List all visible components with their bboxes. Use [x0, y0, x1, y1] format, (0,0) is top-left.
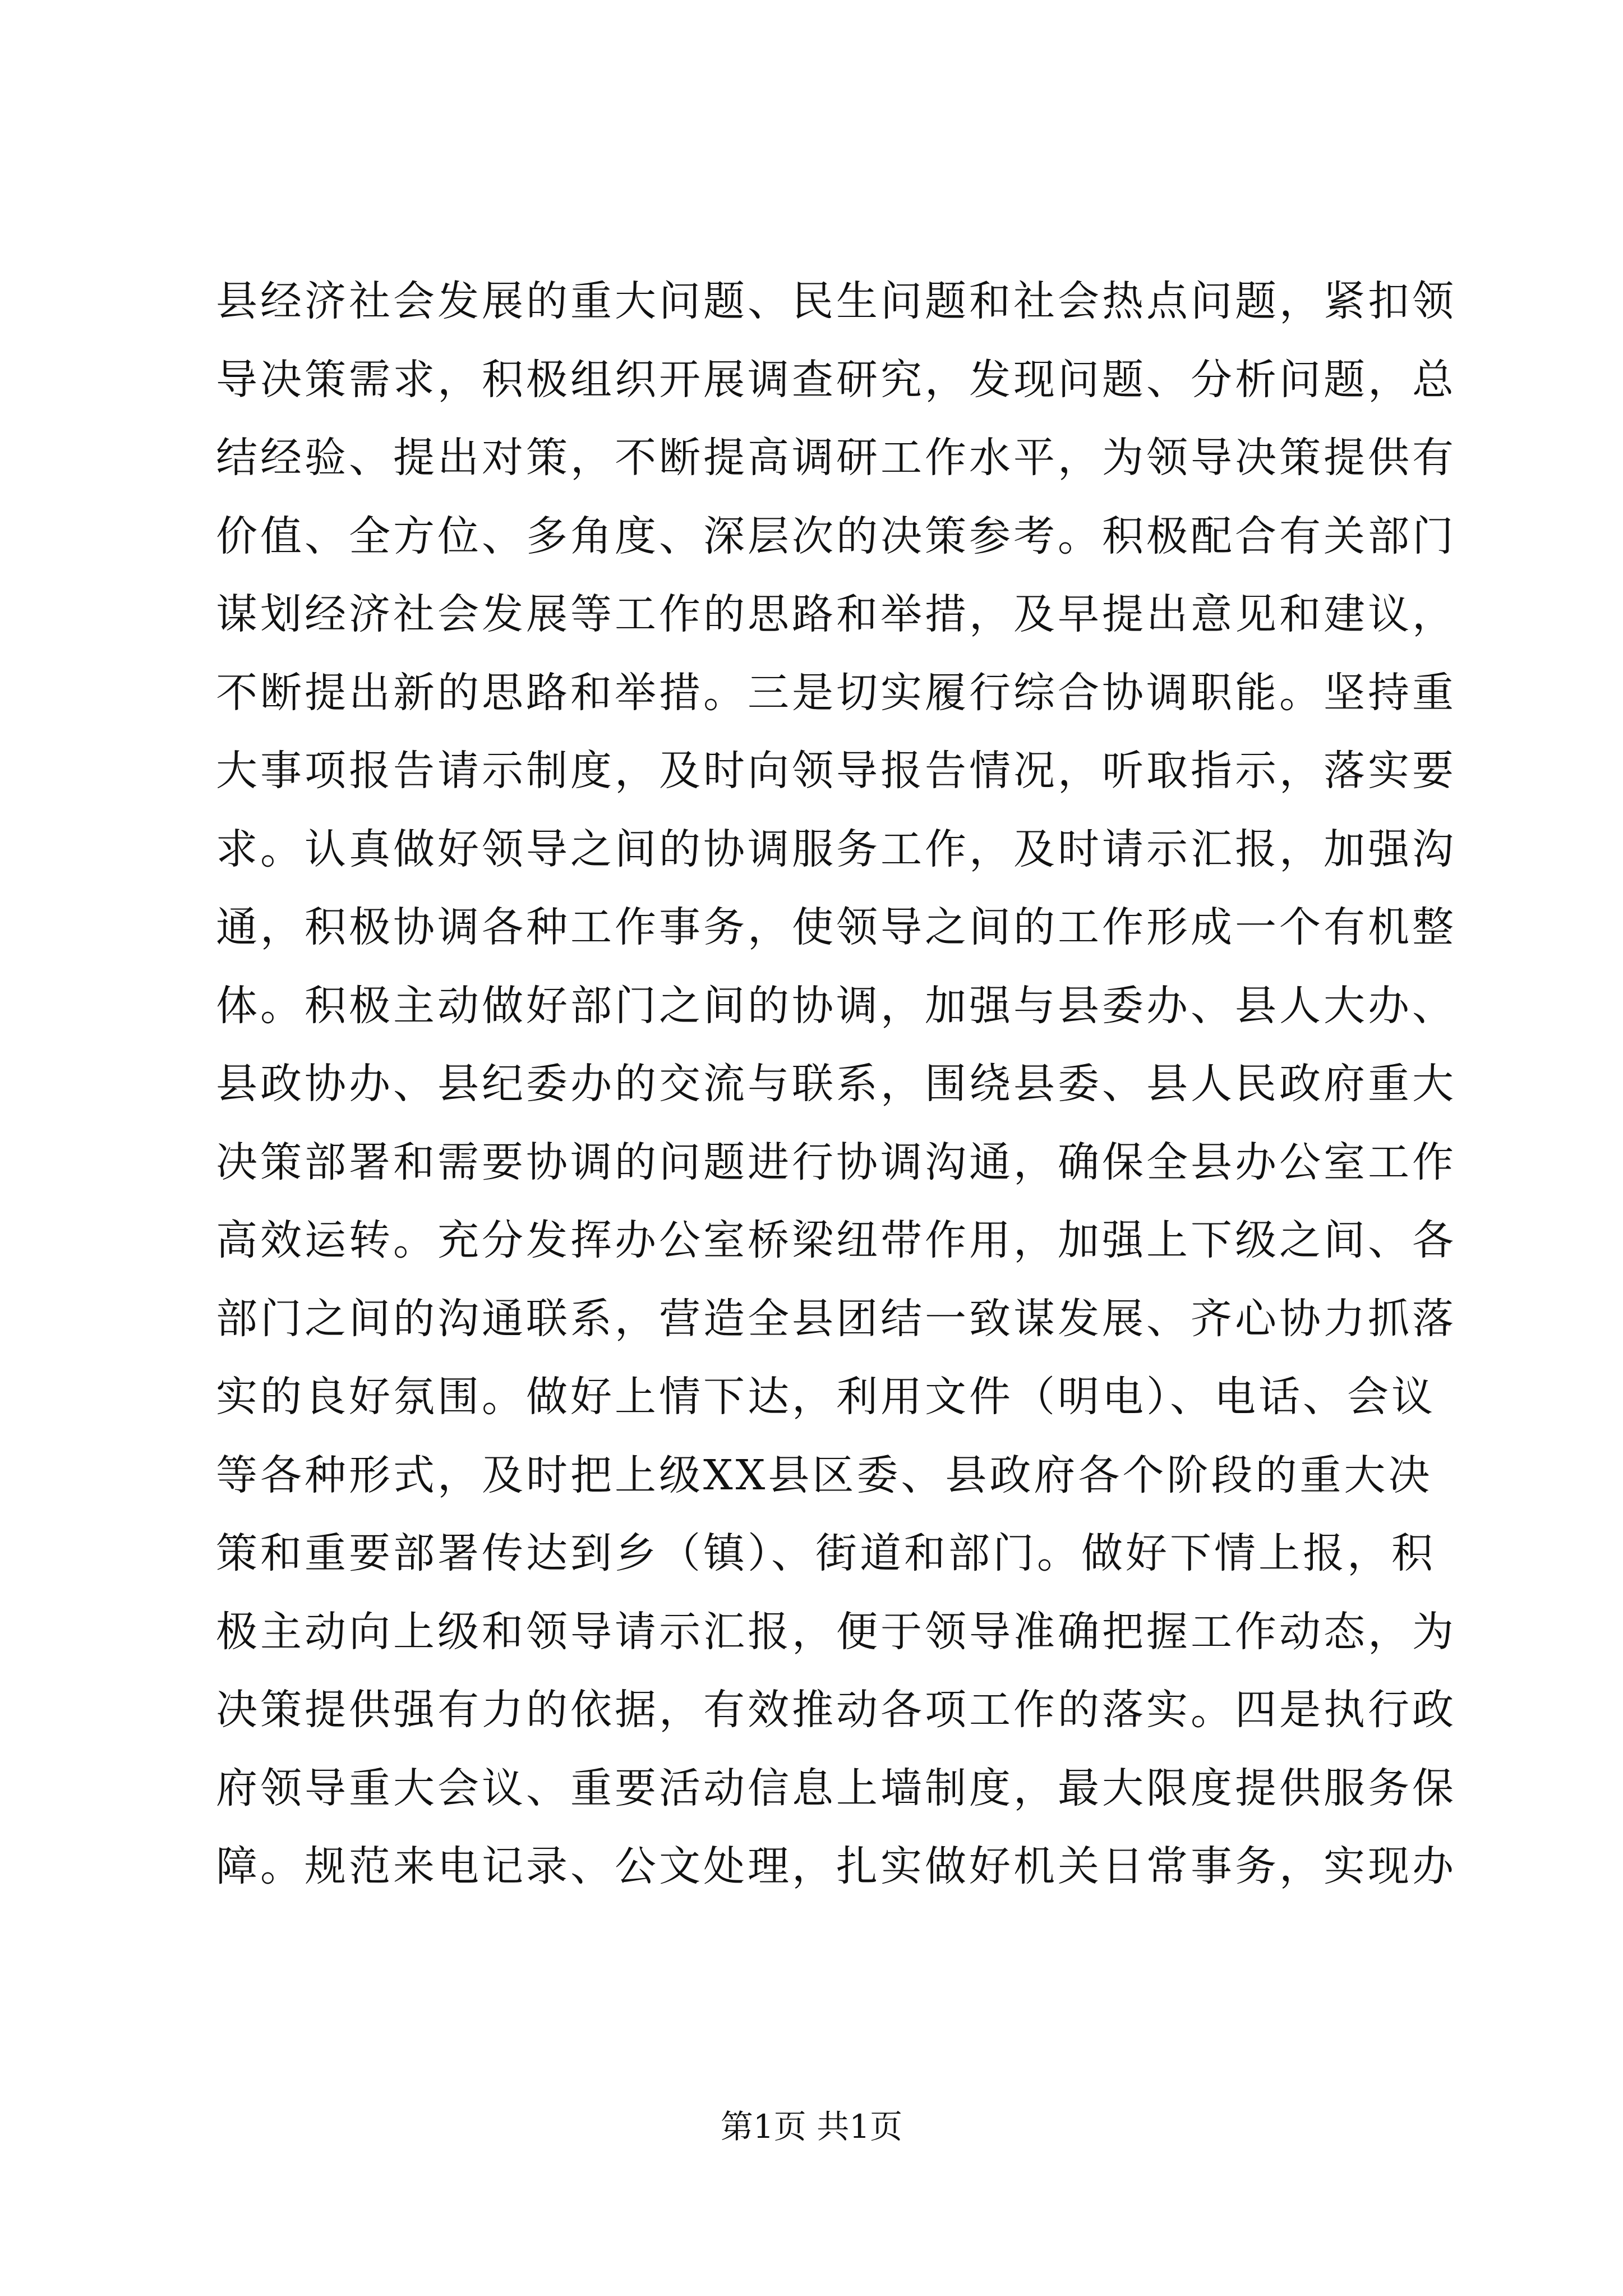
text-line-2: 导决策需求，积极组织开展调查研究，发现问题、分析问题，总: [216, 355, 1456, 404]
text-line-5: 谋划经济社会发展等工作的思路和举措，及早提出意见和建议，: [216, 590, 1456, 638]
text-line-11: 县政协办、县纪委办的交流与联系，围绕县委、县人民政府重大: [216, 1060, 1456, 1108]
text-line-17: 策和重要部署传达到乡（镇）、街道和部门。做好下情上报，积: [216, 1529, 1436, 1577]
text-line-4: 价值、全方位、多角度、深层次的决策参考。积极配合有关部门: [216, 512, 1456, 560]
text-line-16: 等各种形式，及时把上级XX县区委、县政府各个阶段的重大决: [216, 1451, 1433, 1499]
text-line-18: 极主动向上级和领导请示汇报，便于领导准确把握工作动态，为: [216, 1607, 1456, 1656]
text-line-10: 体。积极主动做好部门之间的协调，加强与县委办、县人大办、: [216, 981, 1456, 1030]
text-line-12: 决策部署和需要协调的问题进行协调沟通，确保全县办公室工作: [216, 1138, 1456, 1186]
text-line-1: 县经济社会发展的重大问题、民生问题和社会热点问题，紧扣领: [216, 277, 1456, 325]
text-line-13: 高效运转。充分发挥办公室桥梁纽带作用，加强上下级之间、各: [216, 1216, 1456, 1264]
text-line-9: 通，积极协调各种工作事务，使领导之间的工作形成一个有机整: [216, 903, 1456, 951]
page-number-label: 第1页 共1页: [720, 2108, 903, 2146]
text-line-7: 大事项报告请示制度，及时向领导报告情况，听取指示，落实要: [216, 747, 1456, 795]
text-line-19: 决策提供强有力的依据，有效推动各项工作的落实。四是执行政: [216, 1686, 1456, 1734]
text-line-21: 障。规范来电记录、公文处理，扎实做好机关日常事务，实现办: [216, 1842, 1456, 1890]
body-paragraph: [216, 263, 1456, 1906]
text-line-20: 府领导重大会议、重要活动信息上墙制度，最大限度提供服务保: [216, 1764, 1456, 1812]
text-line-8: 求。认真做好领导之间的协调服务工作，及时请示汇报，加强沟: [216, 825, 1456, 873]
text-line-14: 部门之间的沟通联系，营造全县团结一致谋发展、齐心协力抓落: [216, 1294, 1456, 1343]
page-footer: [0, 2107, 1623, 2146]
text-line-6: 不断提出新的思路和举措。三是切实履行综合协调职能。坚持重: [216, 668, 1456, 717]
text-line-15: 实的良好氛围。做好上情下达，利用文件（明电）、电话、会议: [216, 1373, 1436, 1421]
text-line-3: 结经验、提出对策，不断提高调研工作水平，为领导决策提供有: [216, 434, 1456, 482]
